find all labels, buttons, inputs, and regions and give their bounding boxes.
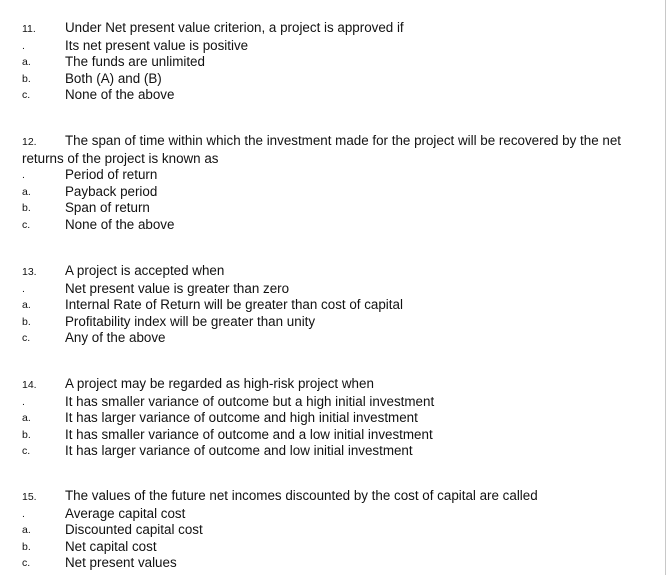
option-marker: a. — [22, 56, 31, 69]
question-stem — [22, 376, 652, 394]
option-marker: b. — [22, 428, 31, 441]
question-text: A project may be regarded as high-risk project when — [65, 376, 374, 391]
option — [22, 38, 652, 55]
question-13 — [22, 263, 652, 347]
option-marker: . — [22, 39, 25, 52]
option-marker: . — [22, 169, 25, 182]
option — [22, 87, 652, 104]
option-text: The funds are unlimited — [65, 54, 205, 70]
question-number: 15. — [22, 491, 37, 503]
option-marker: b. — [22, 540, 31, 553]
option-text: It has larger variance of outcome and low initial investment — [65, 443, 413, 459]
question-14 — [22, 376, 652, 460]
option-marker: b. — [22, 202, 31, 215]
question-number: 13. — [22, 266, 37, 278]
option — [22, 539, 652, 556]
question-stem — [22, 263, 652, 281]
option — [22, 522, 652, 539]
option — [22, 281, 652, 298]
page-border — [665, 0, 666, 575]
option-text: Span of return — [65, 200, 150, 216]
question-number: 14. — [22, 379, 37, 391]
option-text: Net capital cost — [65, 538, 157, 554]
option-text: None of the above — [65, 87, 175, 103]
option — [22, 297, 652, 314]
option-text: It has smaller variance of outcome but a high initial investment — [65, 393, 435, 409]
option-text: Discounted capital cost — [65, 522, 203, 538]
option-text: Period of return — [65, 167, 158, 183]
option-text: None of the above — [65, 216, 175, 232]
question-text: Under Net present value criterion, a project is approved if — [65, 20, 404, 35]
question-text: The values of the future net incomes discounted by the cost of capital are called — [65, 488, 538, 503]
option-text: Net present value is greater than zero — [65, 280, 290, 296]
option-text: Any of the above — [65, 330, 166, 346]
question-text: The span of time within which the investment made for the project will be recovered by the net returns of the project is known as — [22, 133, 621, 166]
option-marker: a. — [22, 524, 31, 537]
option — [22, 200, 652, 217]
option — [22, 443, 652, 460]
option-marker: c. — [22, 218, 31, 231]
option — [22, 555, 652, 572]
option-text: Average capital cost — [65, 505, 186, 521]
option — [22, 506, 652, 523]
option — [22, 330, 652, 347]
question-11 — [22, 20, 652, 104]
option — [22, 217, 652, 234]
option-text: Internal Rate of Return will be greater than cost of capital — [65, 297, 403, 313]
option-text: Profitability index will be greater than unity — [65, 313, 316, 329]
option-marker: c. — [22, 445, 31, 458]
option-marker: . — [22, 507, 25, 520]
option-marker: a. — [22, 185, 31, 198]
question-12 — [22, 133, 652, 234]
option-text: It has smaller variance of outcome and a low initial investment — [65, 426, 433, 442]
option — [22, 394, 652, 411]
question-text: A project is accepted when — [65, 263, 225, 278]
option-text: Payback period — [65, 183, 158, 199]
option-marker: c. — [22, 332, 31, 345]
option-text: Its net present value is positive — [65, 37, 249, 53]
option-text: Net present values — [65, 555, 177, 571]
option-text: It has larger variance of outcome and high initial investment — [65, 410, 418, 426]
option-marker: . — [22, 282, 25, 295]
option — [22, 427, 652, 444]
option-marker: c. — [22, 89, 31, 102]
option-marker: b. — [22, 315, 31, 328]
question-stem — [22, 133, 652, 167]
option — [22, 71, 652, 88]
option-marker: a. — [22, 299, 31, 312]
option-marker: . — [22, 395, 25, 408]
option-marker: b. — [22, 72, 31, 85]
option — [22, 54, 652, 71]
option — [22, 167, 652, 184]
option-marker: a. — [22, 412, 31, 425]
question-number: 11. — [22, 23, 36, 35]
question-number: 12. — [22, 136, 37, 148]
question-stem — [22, 20, 652, 38]
question-stem — [22, 488, 652, 506]
option — [22, 314, 652, 331]
question-15 — [22, 488, 652, 572]
option — [22, 184, 652, 201]
option-marker: c. — [22, 557, 31, 570]
option — [22, 410, 652, 427]
option-text: Both (A) and (B) — [65, 70, 162, 86]
